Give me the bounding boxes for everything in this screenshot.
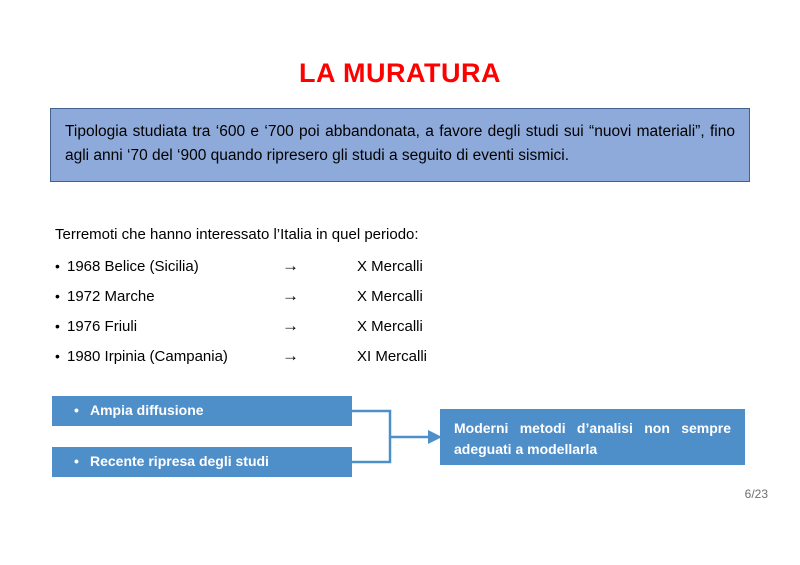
bullet-icon: • [55, 348, 60, 364]
intro-text-box [50, 108, 750, 182]
bullet-icon: • [74, 453, 79, 469]
connector-arrow-icon [350, 392, 450, 492]
earthquakes-list [55, 256, 555, 376]
page-title: LA MURATURA [299, 58, 501, 88]
earthquake-intensity: X Mercalli [357, 258, 423, 275]
intro-paragraph: Tipologia studiata tra ‘600 e ‘700 poi abbandonata, a favore degli studi sui “nuovi materiali”, fino agli anni ‘70 del ‘900 quando ripresero gli studi a seguito di eventi sismici. [65, 123, 735, 165]
arrow-icon: → [282, 346, 299, 365]
earthquake-intensity: X Mercalli [357, 288, 423, 305]
list-item [55, 256, 555, 286]
arrow-icon: → [282, 286, 299, 305]
list-item [55, 286, 555, 316]
arrow-icon: → [282, 256, 299, 275]
earthquakes-lead-text: Terremoti che hanno interessato l’Italia in quel periodo: [55, 226, 419, 243]
earthquake-name: 1968 Belice (Sicilia) [67, 258, 199, 275]
flow-box-label: Moderni metodi d’analisi non sempre adeguati a modellarla [454, 420, 731, 457]
list-item [55, 346, 555, 376]
earthquake-name: 1980 Irpinia (Campania) [67, 348, 228, 365]
earthquake-intensity: XI Mercalli [357, 348, 428, 365]
earthquake-intensity: X Mercalli [357, 318, 423, 335]
flow-diagram [0, 392, 800, 492]
bullet-icon: • [74, 402, 79, 418]
earthquake-name: 1976 Friuli [67, 318, 138, 335]
bullet-icon: • [55, 288, 60, 304]
earthquake-name: 1972 Marche [67, 288, 155, 305]
flow-box-recente-ripresa [52, 447, 352, 477]
bullet-icon: • [55, 318, 60, 334]
list-item [55, 316, 555, 346]
page-number: 6/23 [744, 487, 768, 501]
flow-box-label: Recente ripresa degli studi [90, 453, 269, 469]
flow-box-ampia-diffusione [52, 396, 352, 426]
bullet-icon: • [55, 258, 60, 274]
flow-box-label: Ampia diffusione [90, 402, 204, 418]
flow-box-moderni-metodi [440, 409, 745, 465]
arrow-icon: → [282, 316, 299, 335]
